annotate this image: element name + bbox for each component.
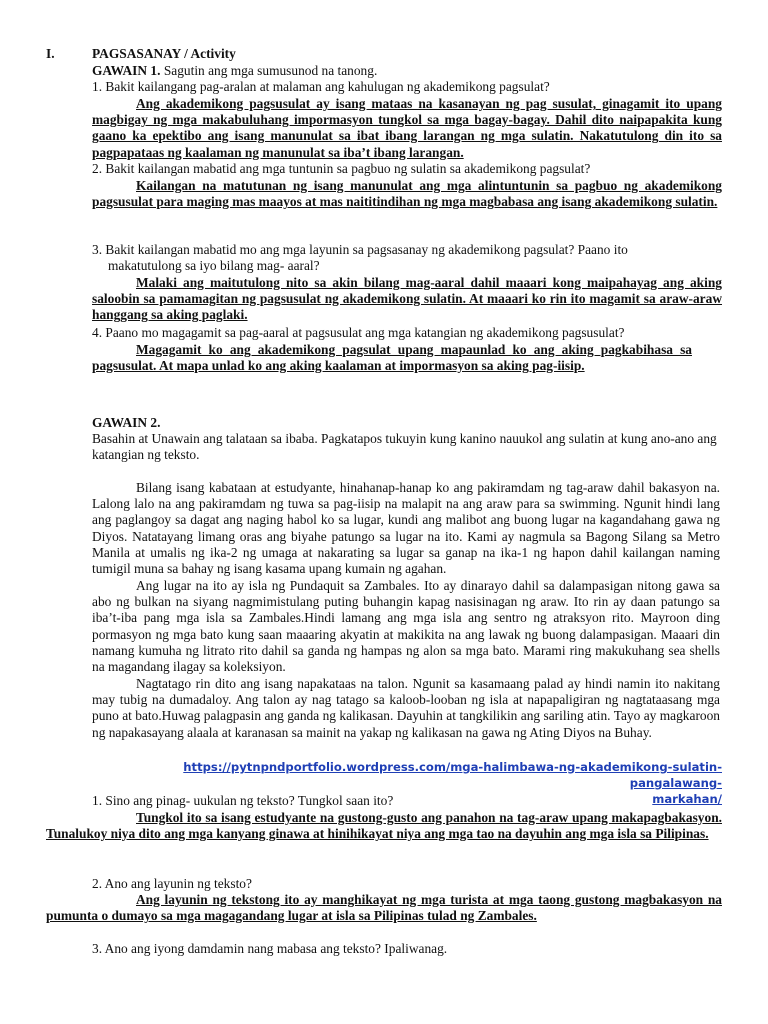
gawain1-question-4: 4. Paano mo magagamit sa pag-aaral at pagsusulat ang mga katangian ng akademikong pagsusulat?: [92, 325, 625, 340]
gawain1-heading: GAWAIN 1.: [92, 63, 161, 78]
source-link-line-2[interactable]: markahan/: [652, 792, 722, 806]
passage-paragraph-3: Nagtatago rin dito ang isang napakataas na talon. Ngunit sa kasamaang palad ay hindi namin ito nakitang may tubig na dumadaloy. Ang talon ay nag tatago sa kaloob-looban ng isla at napapaligiran ng nagtataasang mga puno at bato.Huwag palagpasin ang ganda ng kalikasan. Dayuhin at tangkilikin ang sariling atin. Tayo ay magkaroon ng napakasayang alaala at karanasan sa mainit na yakap ng kalikasan na gawa ng Ating Diyos na Buhay.: [92, 676, 720, 740]
gawain1-question-3-line1: 3. Bakit kailangan mabatid mo ang mga layunin sa pagsasanay ng akademikong pagsulat? Paano ito: [92, 242, 628, 257]
gawain2-answer-1: Tungkol ito sa isang estudyante na gustong-gusto ang panahon na tag-araw upang makapagbakasyon. Tunalukoy niya dito ang mga kanyang ginawa at hinihikayat niya ang mga tao na dayuhin ang mga isla sa Pilipinas.: [46, 810, 722, 842]
gawain2-instruction: Basahin at Unawain ang talataan sa ibaba. Pagkatapos tukuyin kung kanino nauukol ang sulatin at kung ano-ano ang katangian ng teksto.: [92, 431, 717, 463]
gawain2-heading: GAWAIN 2.: [92, 415, 161, 430]
gawain1-instruction: Sagutin ang mga sumusunod na tanong.: [163, 63, 378, 78]
gawain1-question-3-line2: makatutulong sa iyo bilang mag- aaral?: [108, 258, 320, 273]
gawain1-question-2: 2. Bakit kailangan mabatid ang mga tuntunin sa pagbuo ng sulatin sa akademikong pagsulat?: [92, 161, 591, 176]
gawain1-heading-line: [92, 63, 722, 79]
gawain2-question-2: 2. Ano ang layunin ng teksto?: [92, 876, 252, 891]
gawain2-question-1: 1. Sino ang pinag- uukulan ng teksto? Tungkol saan ito?: [92, 793, 394, 808]
passage-paragraph-1: Bilang isang kabataan at estudyante, hinahanap-hanap ko ang pakiramdam ng tag-araw dahil bakasyon na. Lalong lalo na ang pakiramdam ng tuwa sa pag-iisip na malapit na ang araw para sa swimming. Ngunit hindi lang ang paglangoy sa dagat ang naging habol ko sa lugar, kundi ang malibot ang buong lugar na kagandahang gawa ng Diyos. Natatayang limang oras ang biyahe patungo sa lugar na ito. Kami ay nagmula sa Bagong Silang sa Metro Manila at umalis ng ika-2 ng umaga at nakarating sa lugar sa ganap na ika-1 ng hapon dahil kailangan naming tumigil muna sa bahay ng isang kasama upang kumain ng agahan.: [92, 480, 720, 577]
gawain1-answer-4: Magagamit ko ang akademikong pagsulat upang mapaunlad ko ang aking pagkabihasa sa pagsusulat. At mapa unlad ko ang aking kaalaman at impormasyon sa aking pag-iisip.: [92, 342, 692, 374]
passage-paragraph-2: Ang lugar na ito ay isla ng Pundaquit sa Zambales. Ito ay dinarayo dahil sa dalampasigan nitong gawa sa abo ng bulkan na siyang nagmimistulang puting buhangin kapag nasisinagan ng araw. Ito rin ay daan patungo sa iba’t-iba pang mga isla sa Zambales.Hindi lamang ang mga isla ang sentro ng atraksyon rito. Mayroon ding pormasyon ng mga bato kung saan maaaring akyatin at makikita na ang lawak ng buong dalampasigan. Maaari din namang kumuha ng litrato rito dahil sa ganda ng hampas ng alon sa mga bato. Marami ring makukuhang sea shells na magandang ilagay sa koleksiyon.: [92, 578, 720, 675]
section-title: PAGSASANAY / Activity: [92, 46, 236, 61]
gawain1-answer-2: Kailangan na matutunan ng isang manunulat ang mga alintuntunin sa pagbuo ng akademikong pagsusulat para maging mas maayos at mas naititindihan ng mga magbabasa ang isang akademikong sulatin.: [92, 178, 722, 210]
gawain2-answer-2: Ang layunin ng tekstong ito ay manghikayat ng mga turista at mga taong gustong magbakasyon na pumunta o dumayo sa mga magagandang lugar at isla sa Pilipinas tulad ng Zambales.: [46, 892, 722, 924]
gawain1-answer-3: Malaki ang maitutulong nito sa akin bilang mag-aaral dahil maaari kong maipahayag ang aking saloobin sa pamamagitan ng pagsusulat ng akademikong sulatin. At maaari ko rin ito magamit sa araw-araw hanggang sa aking paglaki.: [92, 275, 722, 323]
source-link-line-1[interactable]: https://pytnpndportfolio.wordpress.com/mga-halimbawa-ng-akademikong-sulatin-pangalawang-: [183, 760, 722, 790]
gawain1-question-1: 1. Bakit kailangang pag-aralan at malaman ang kahulugan ng akademikong pagsulat?: [92, 79, 550, 94]
gawain2-question-3: 3. Ano ang iyong damdamin nang mabasa ang teksto? Ipaliwanag.: [92, 941, 448, 956]
gawain1-answer-1: Ang akademikong pagsusulat ay isang mataas na kasanayan ng pag susulat, ginagamit ito upang magbigay ng mga makabuluhang impormasyon tungkol sa mga bagay-bagay. Dahil dito naipapakita kung gaano ka epektibo ang isang manunulat sa ibat ibang larangan ng mga sulatin. Nakatutulong din ito sa pagpapataas ng kaalaman ng manunulat sa iba’t ibang larangan.: [92, 96, 722, 160]
section-number: I.: [46, 46, 55, 61]
